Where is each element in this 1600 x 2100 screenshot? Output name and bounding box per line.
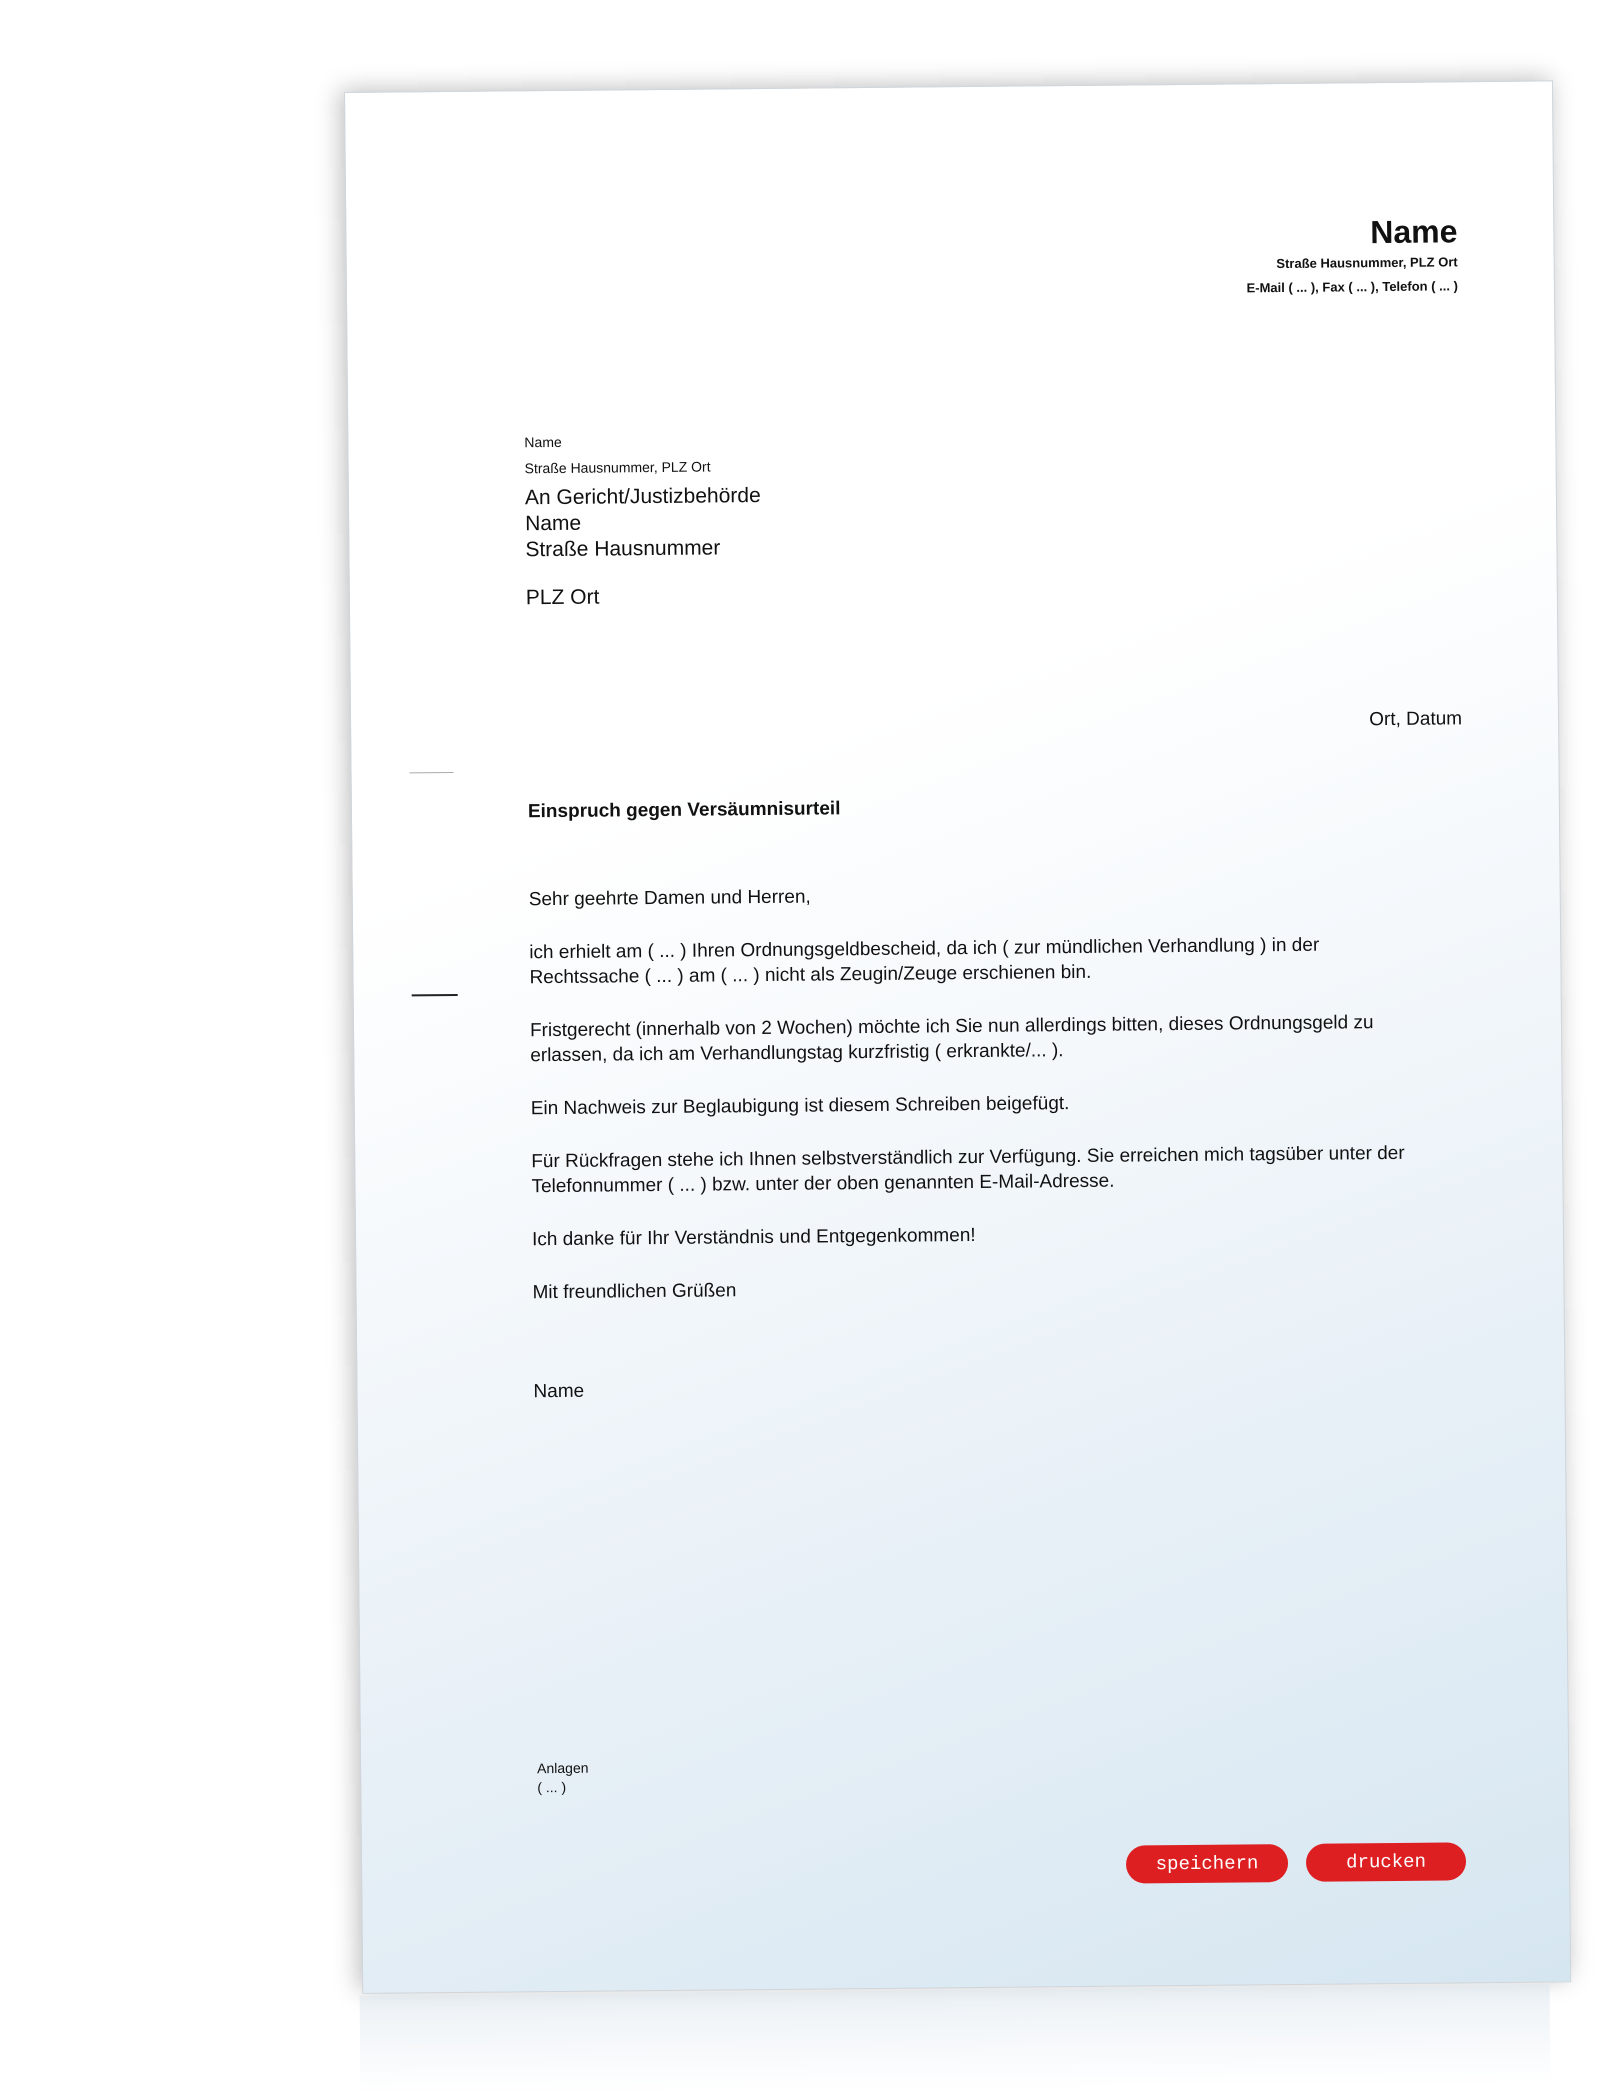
page-reflection <box>360 1984 1551 2095</box>
recipient-line-1: An Gericht/Justizbehörde <box>524 484 761 510</box>
return-address-street: Straße Hausnummer, PLZ Ort <box>524 458 711 477</box>
signature-name: Name <box>533 1380 585 1403</box>
print-button[interactable]: drucken <box>1306 1842 1466 1882</box>
attachments <box>537 1759 589 1797</box>
letterhead-name: Name <box>1370 213 1458 251</box>
body-paragraph: ich erhielt am ( ... ) Ihren Ordnungsgeldbescheid, da ich ( zur mündlichen Verhandlung ) in der Rechtssache ( ... ) am ( ... ) nicht als Zeugin/Zeuge erschienen bin. <box>529 934 1320 989</box>
recipient-plz-ort: PLZ Ort <box>525 585 600 610</box>
letter-body <box>529 879 1413 1333</box>
return-address-name: Name <box>524 433 562 451</box>
letterhead <box>1246 212 1458 300</box>
letter-date: Ort, Datum <box>1369 708 1463 731</box>
body-paragraph: Für Rückfragen stehe ich Ihnen selbstverständlich zur Verfügung. Sie erreichen mich tagsüber unter der Telefonnummer ( ... ) bzw. unter der oben genannten E-Mail-Adresse. <box>531 1142 1405 1198</box>
save-button[interactable]: speichern <box>1126 1844 1288 1884</box>
closing: Mit freundlichen Grüßen <box>532 1280 737 1304</box>
body-paragraph: Ein Nachweis zur Beglaubigung ist diesem Schreiben beigefügt. <box>530 1093 1070 1120</box>
fold-mark <box>410 772 454 773</box>
letter-page <box>344 80 1571 1994</box>
letter-subject: Einspruch gegen Versäumnisurteil <box>527 798 841 823</box>
recipient-line-2: Name <box>525 511 582 536</box>
punch-mark <box>412 994 458 996</box>
attachments-label: Anlagen <box>537 1759 589 1777</box>
recipient-address <box>525 483 762 611</box>
body-paragraph: Ich danke für Ihr Verständnis und Entgegenkommen! <box>531 1224 976 1251</box>
return-address <box>524 428 710 482</box>
attachments-value: ( ... ) <box>537 1778 567 1796</box>
letterhead-contact: E-Mail ( ... ), Fax ( ... ), Telefon ( ... ) <box>1246 278 1458 296</box>
salutation: Sehr geehrte Damen und Herren, <box>528 886 811 911</box>
body-paragraph: Fristgerecht (innerhalb von 2 Wochen) möchte ich Sie nun allerdings bitten, dieses Ordnungsgeld zu erlassen, da ich am Verhandlungstag kurzfristig ( erkrankte/... ). <box>529 1012 1374 1067</box>
letterhead-address: Straße Hausnummer, PLZ Ort <box>1276 254 1458 272</box>
recipient-line-3: Straße Hausnummer <box>525 536 721 562</box>
